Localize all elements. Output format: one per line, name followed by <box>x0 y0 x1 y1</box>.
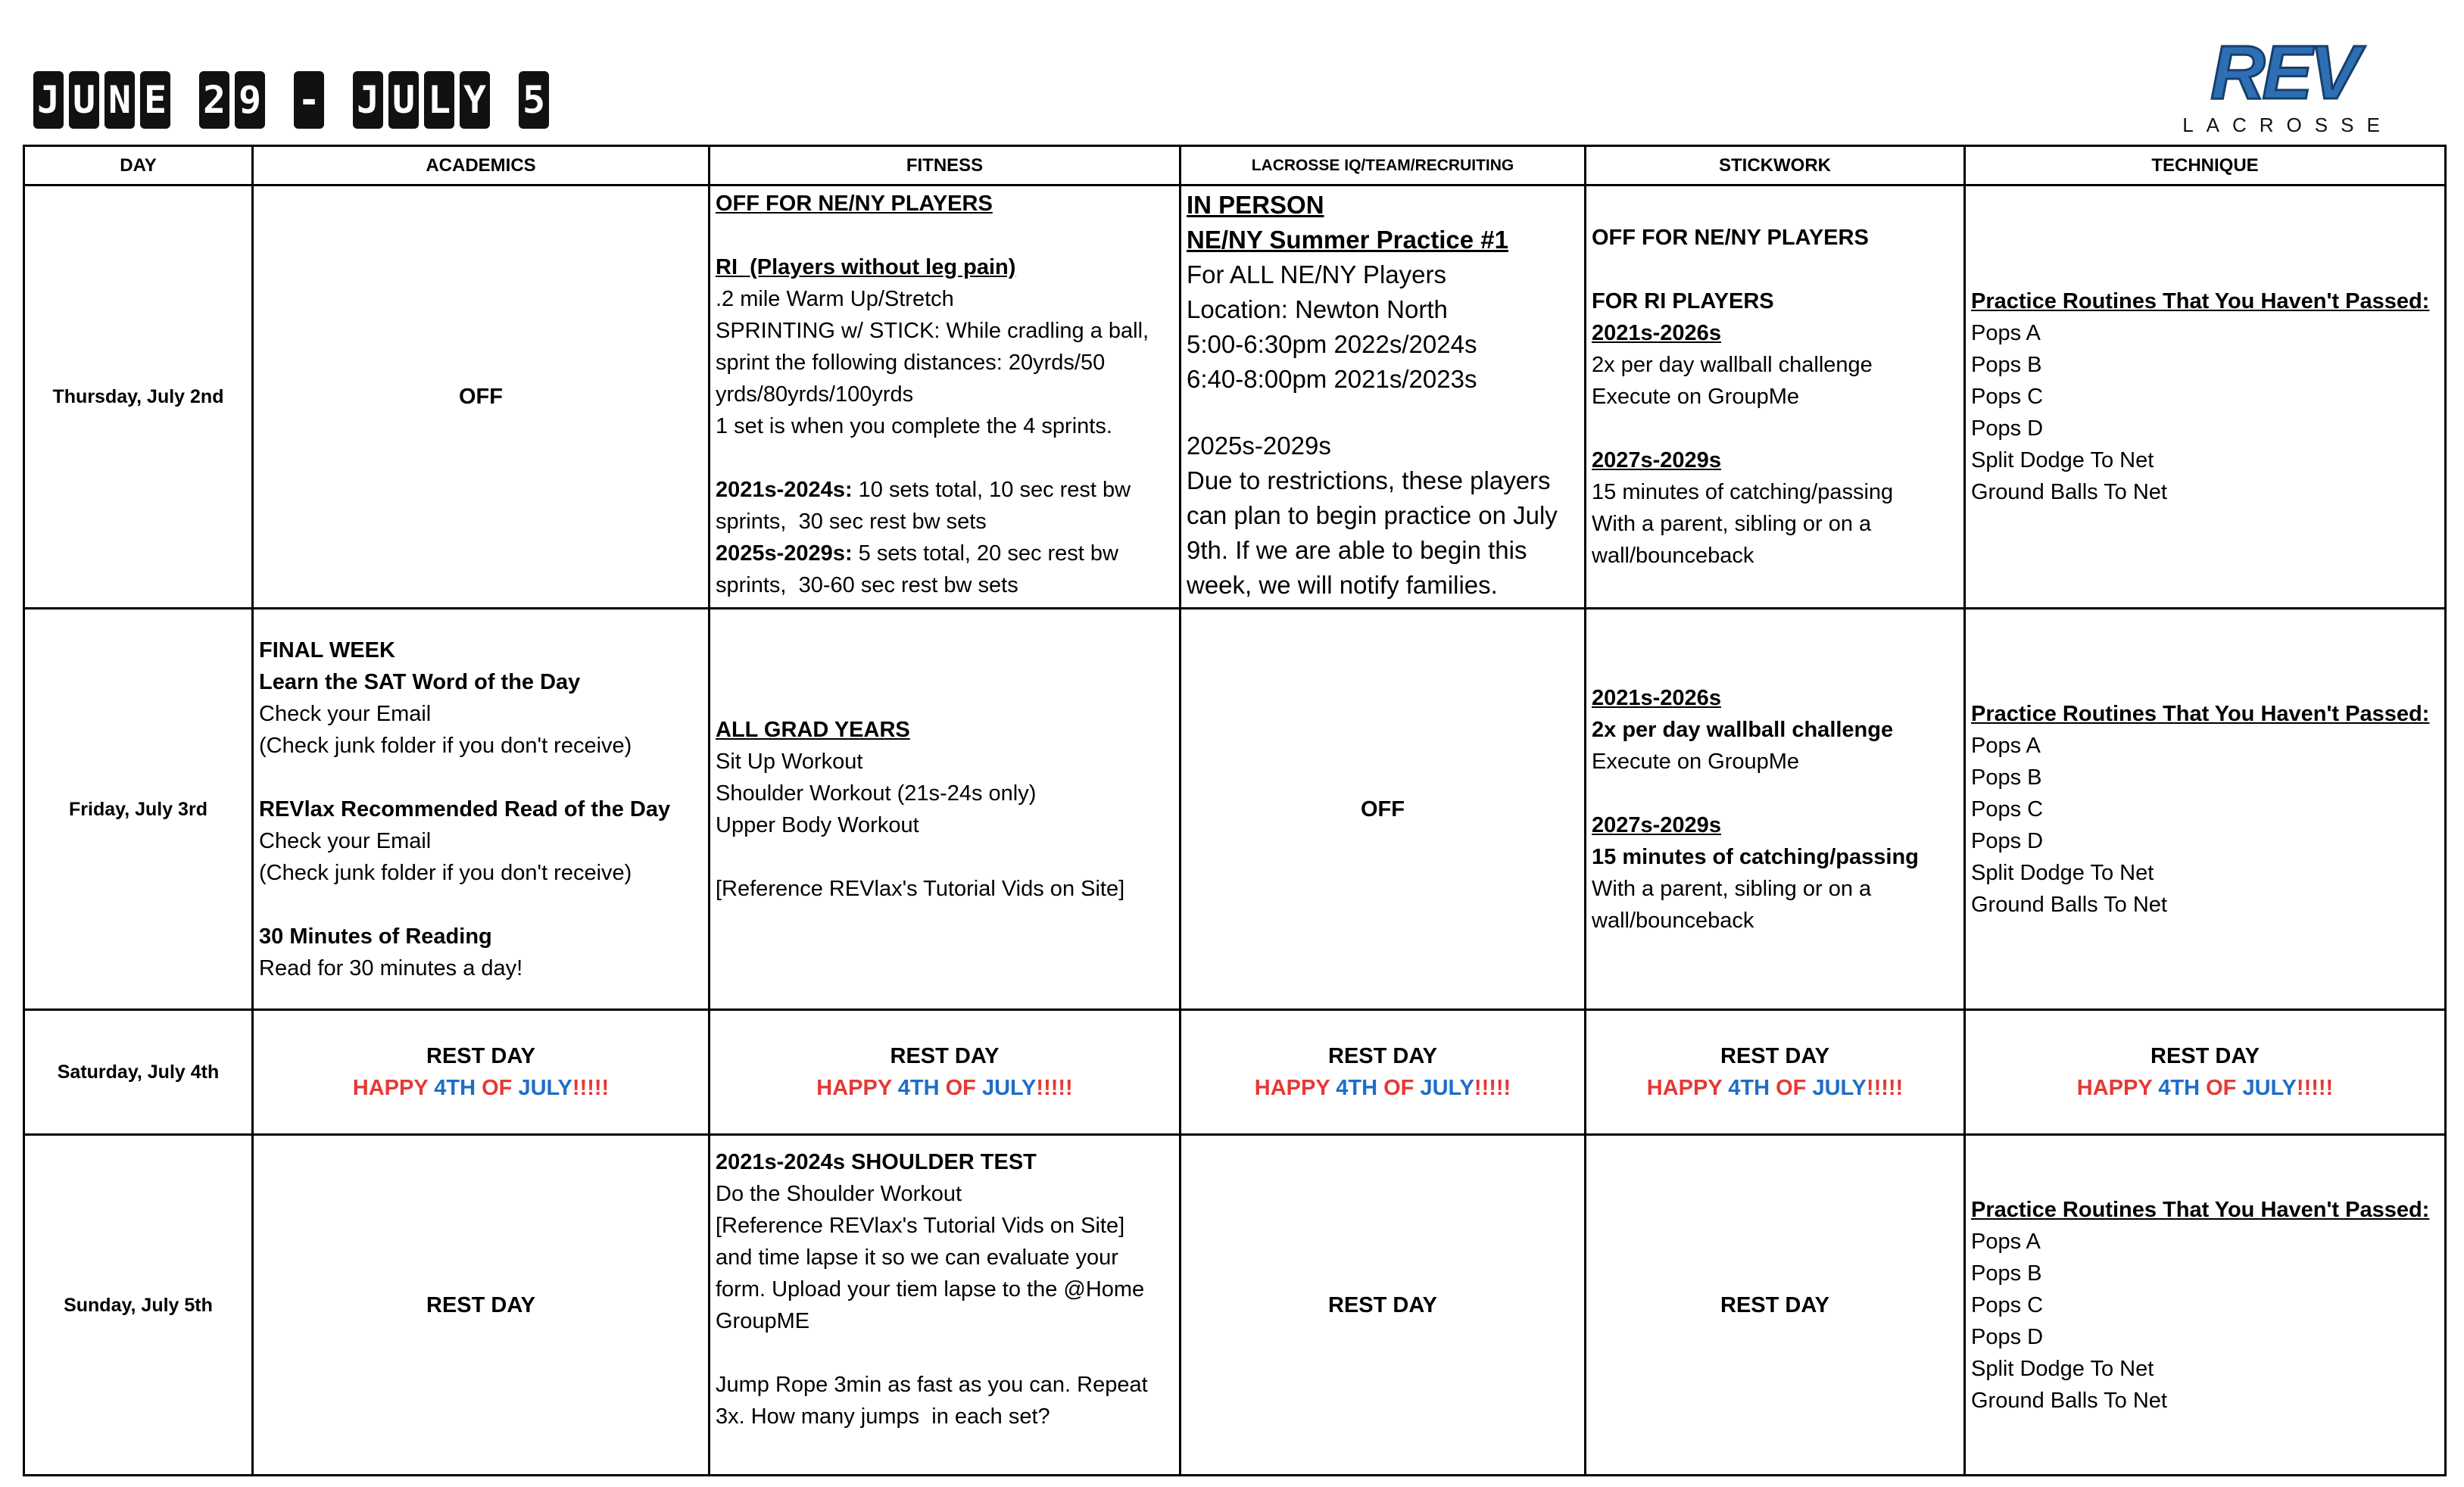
fitness-cell: REST DAY HAPPY 4TH OF JULY!!!!! <box>710 1010 1181 1135</box>
day-cell: Sunday, July 5th <box>24 1135 253 1476</box>
title-char: U <box>388 71 419 129</box>
technique-cell: Practice Routines That You Haven't Passed: Pops A Pops B Pops C Pops D Split Dodge To Net Ground Balls To Net <box>1965 609 2446 1010</box>
title-char: J <box>33 71 64 129</box>
day-cell: Thursday, July 2nd <box>24 185 253 609</box>
logo-wordmark: REV <box>2210 30 2357 115</box>
day-cell: Saturday, July 4th <box>24 1010 253 1135</box>
title-char: 9 <box>235 71 265 129</box>
col-header-lacrosse-iq: LACROSSE IQ/TEAM/RECRUITING <box>1181 146 1586 185</box>
logo-subtitle: LACROSSE <box>2182 114 2393 136</box>
table-row <box>24 609 2446 1010</box>
col-header-academics: ACADEMICS <box>253 146 710 185</box>
title-char: Y <box>460 71 490 129</box>
rev-lacrosse-logo <box>2170 30 2397 138</box>
stickwork-cell: OFF FOR NE/NY PLAYERS FOR RI PLAYERS 2021s-2026s 2x per day wallball challenge Execute on GroupMe 2027s-2029s 15 minutes of catching/passing With a parent, sibling or on a wall/bounceback <box>1586 185 1965 609</box>
title-char: 2 <box>199 71 229 129</box>
table-row <box>24 1010 2446 1135</box>
technique-cell: Practice Routines That You Haven't Passed: Pops A Pops B Pops C Pops D Split Dodge To Net Ground Balls To Net <box>1965 185 2446 609</box>
stickwork-cell: REST DAY HAPPY 4TH OF JULY!!!!! <box>1586 1010 1965 1135</box>
title-char: 5 <box>519 71 549 129</box>
title-char: L <box>424 71 454 129</box>
fitness-cell: OFF FOR NE/NY PLAYERS RI (Players without leg pain) .2 mile Warm Up/Stretch SPRINTING w/ STICK: While cradling a ball, sprint the following distances: 20yrds/50 yrds/80yrds/100yrds 1 set is when you complete the 4 sprints. 2021s-2024s: 10 sets total, 10 sec rest bw sprints, 30 sec rest bw sets 2025s-2029s: 5 sets total, 20 sec rest bw sprints, 30-60 sec rest bw sets <box>710 185 1181 609</box>
academics-cell: REST DAY <box>253 1135 710 1476</box>
col-header-day: DAY <box>24 146 253 185</box>
academics-cell: REST DAY HAPPY 4TH OF JULY!!!!! <box>253 1010 710 1135</box>
header-row <box>24 146 2446 185</box>
stickwork-cell: 2021s-2026s 2x per day wallball challenge Execute on GroupMe 2027s-2029s 15 minutes of catching/passing With a parent, sibling or on a wall/bounceback <box>1586 609 1965 1010</box>
title-char: J <box>353 71 383 129</box>
table-row <box>24 185 2446 609</box>
lacrosse-iq-cell: REST DAY <box>1181 1135 1586 1476</box>
title-char: U <box>69 71 99 129</box>
academics-cell: FINAL WEEK Learn the SAT Word of the Day Check your Email (Check junk folder if you don't receive) REVlax Recommended Read of the Day Check your Email (Check junk folder if you don't receive) 30 Minutes of Reading Read for 30 minutes a day! <box>253 609 710 1010</box>
col-header-stickwork: STICKWORK <box>1586 146 1965 185</box>
col-header-technique: TECHNIQUE <box>1965 146 2446 185</box>
lacrosse-iq-cell: OFF <box>1181 609 1586 1010</box>
title-char: E <box>140 71 170 129</box>
col-header-fitness: FITNESS <box>710 146 1181 185</box>
table-row <box>24 1135 2446 1476</box>
academics-cell: OFF <box>253 185 710 609</box>
stickwork-cell: REST DAY <box>1586 1135 1965 1476</box>
lacrosse-iq-cell: REST DAY HAPPY 4TH OF JULY!!!!! <box>1181 1010 1586 1135</box>
day-cell: Friday, July 3rd <box>24 609 253 1010</box>
title-char: - <box>294 71 324 129</box>
page-title <box>33 71 549 129</box>
technique-cell: Practice Routines That You Haven't Passed: Pops A Pops B Pops C Pops D Split Dodge To Net Ground Balls To Net <box>1965 1135 2446 1476</box>
lacrosse-iq-cell: IN PERSON NE/NY Summer Practice #1 For ALL NE/NY Players Location: Newton North 5:00-6:30pm 2022s/2024s 6:40-8:00pm 2021s/2023s 2025s-2029s Due to restrictions, these players can plan to begin practice on July 9th. If we are able to begin this week, we will notify families. <box>1181 185 1586 609</box>
schedule-table <box>23 145 2447 1476</box>
fitness-cell: ALL GRAD YEARS Sit Up Workout Shoulder Workout (21s-24s only) Upper Body Workout [Reference REVlax's Tutorial Vids on Site] <box>710 609 1181 1010</box>
fitness-cell: 2021s-2024s SHOULDER TEST Do the Shoulder Workout [Reference REVlax's Tutorial Vids on Site] and time lapse it so we can evaluate your form. Upload your tiem lapse to the @Home GroupME Jump Rope 3min as fast as you can. Repeat 3x. How many jumps in each set? <box>710 1135 1181 1476</box>
title-char: N <box>104 71 135 129</box>
technique-cell: REST DAY HAPPY 4TH OF JULY!!!!! <box>1965 1010 2446 1135</box>
